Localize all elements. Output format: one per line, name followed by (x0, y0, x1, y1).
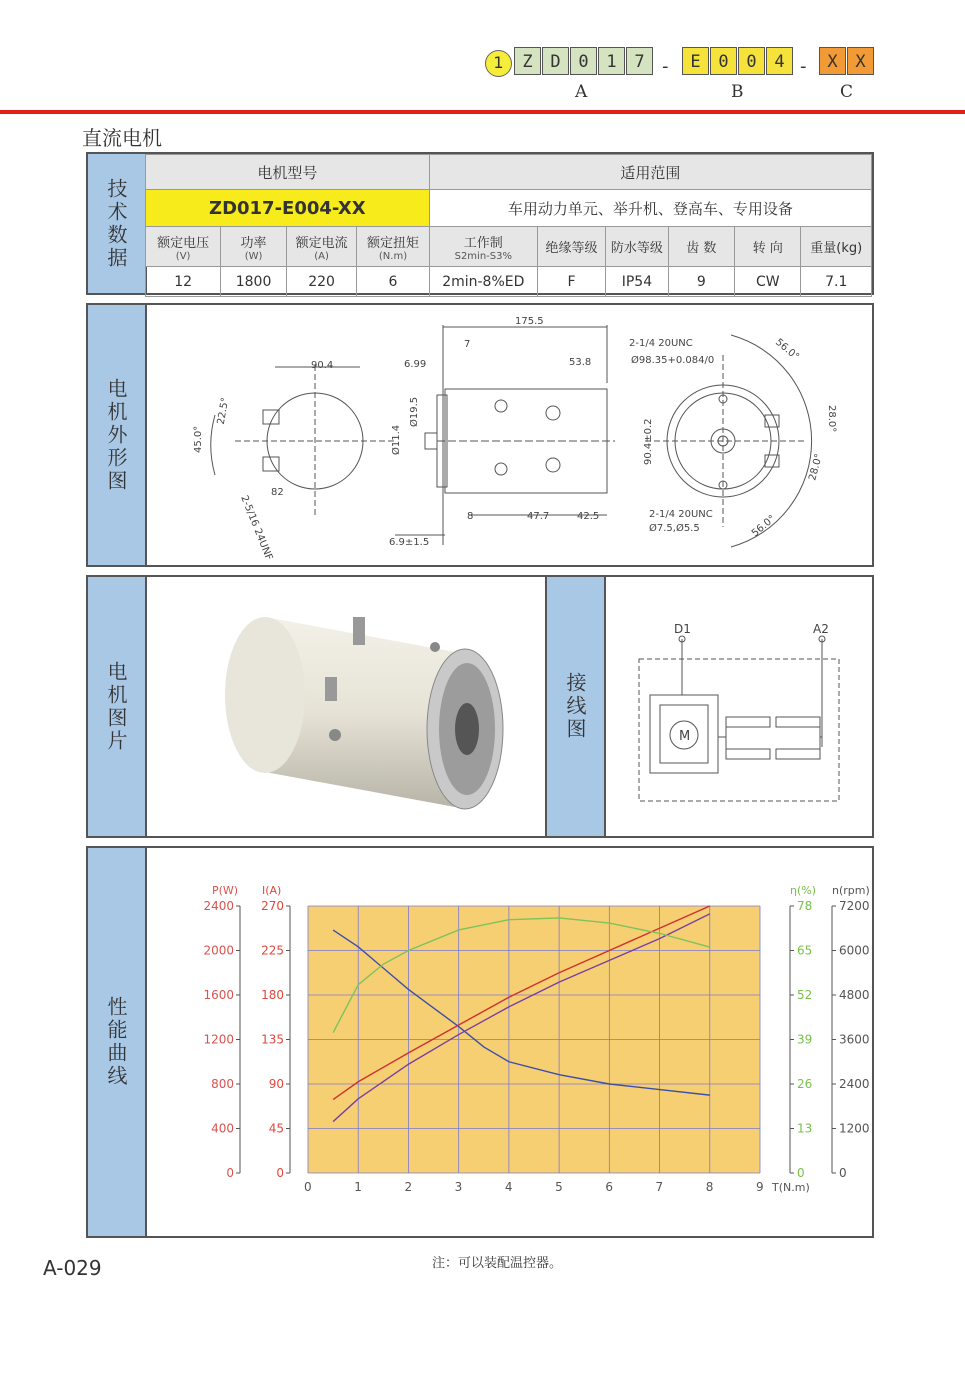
param-name (668, 227, 734, 267)
dim-d21: 28.0° (807, 452, 825, 482)
y-tick-label: 225 (261, 943, 284, 958)
param-name (146, 227, 221, 267)
photo-panel (86, 575, 874, 838)
performance-panel (86, 846, 874, 1238)
y-tick-label: 1600 (203, 988, 234, 1002)
x-tick-label: 5 (555, 1180, 563, 1194)
y-tick-label: 2400 (839, 1077, 870, 1091)
y-tick-label: 270 (261, 899, 284, 913)
param-name-text: 工作制 (463, 235, 503, 251)
model-header: 电机型号 (146, 155, 430, 190)
dim-d1: 90.4 (311, 360, 334, 371)
model-code-char: 0 (570, 47, 597, 75)
model-code-char: 1 (598, 47, 625, 75)
header-rule (0, 110, 965, 114)
y-tick-label: 1200 (839, 1121, 870, 1136)
dim-d3: 45.0° (193, 425, 204, 453)
outline-side-label: 电机外形图 (88, 305, 147, 565)
x-tick-label: 7 (655, 1180, 664, 1194)
model-code-char: 0 (710, 47, 737, 75)
dim-d17: Ø98.35+0.084/0 (631, 355, 715, 366)
y-tick-label: 2000 (203, 943, 234, 958)
performance-chart (145, 848, 872, 1236)
model-value: ZD017-E004-XX (146, 190, 430, 227)
dim-d13: 47.7 (527, 511, 550, 522)
outline-panel (86, 303, 874, 567)
motor-photo (145, 577, 545, 836)
model-code-char: X (847, 47, 874, 75)
dim-d10: Ø19.5 (409, 396, 420, 427)
param-unit: (V) (175, 250, 191, 262)
param-name (606, 227, 669, 267)
y-tick-label: 26 (797, 1077, 813, 1091)
dim-d14: 42.5 (577, 511, 600, 522)
y-tick-label: 2400 (203, 899, 234, 913)
model-code-index: 1 (485, 50, 512, 77)
dim-d11: Ø11.4 (391, 424, 402, 455)
y-axis-title: P(W) (212, 884, 239, 897)
model-code-char: Z (514, 47, 541, 75)
model-code-label-a: A (575, 82, 588, 102)
dim-d23: 2-1/4 20UNC (649, 509, 713, 520)
footnote: 注：可以装配温控器。 (432, 1256, 563, 1271)
y-axis-title: η(%) (790, 884, 817, 897)
param-name (735, 227, 801, 267)
y-tick-label: 52 (797, 988, 813, 1002)
y-tick-label: 1200 (203, 1032, 234, 1047)
param-name-text: 额定电流 (295, 235, 348, 251)
y-tick-label: 45 (268, 1121, 284, 1136)
y-tick-label: 800 (211, 1077, 234, 1091)
photo-side-label: 电机图片 (88, 577, 147, 836)
param-name-text: 重量(kg) (810, 241, 863, 256)
model-code-dash: - (662, 56, 669, 77)
tech-data-panel (86, 152, 874, 295)
scope-header: 适用范围 (429, 155, 871, 190)
y-tick-label: 0 (839, 1166, 847, 1180)
y-tick-label: 0 (797, 1166, 805, 1180)
param-value: 12 (146, 267, 221, 297)
param-unit: S2min-S3% (454, 250, 512, 262)
dim-d15: 6.9±1.5 (389, 537, 430, 548)
param-value: 7.1 (801, 267, 872, 297)
param-name-text: 防水等级 (610, 241, 663, 256)
param-unit: (W) (244, 250, 263, 262)
dim-d18: 90.4±0.2 (643, 418, 654, 465)
y-tick-label: 4800 (839, 988, 870, 1002)
motor-symbol-label: M (679, 729, 691, 744)
dim-d20: 28.0° (826, 405, 837, 433)
model-code-char: X (819, 47, 846, 75)
y-tick-label: 180 (261, 988, 284, 1002)
terminal-a2-label: A2 (813, 622, 829, 636)
y-tick-label: 90 (268, 1077, 284, 1091)
param-name (286, 227, 356, 267)
x-tick-label: 1 (354, 1180, 362, 1194)
model-code-char: 7 (626, 47, 653, 75)
dim-d5: 2-5/16 24UNF (238, 494, 275, 562)
dim-d7: 7 (464, 339, 471, 350)
y-tick-label: 7200 (839, 899, 870, 913)
y-tick-label: 65 (797, 943, 813, 958)
param-value: 2min-8%ED (429, 267, 537, 297)
x-tick-label: 8 (705, 1180, 714, 1194)
param-value: CW (735, 267, 801, 297)
dim-d16: 2-1/4 20UNC (629, 338, 693, 349)
tech-data-table (145, 154, 872, 297)
param-name-text: 功率 (240, 235, 267, 251)
x-tick-label: 3 (454, 1180, 463, 1194)
param-unit: (N.m) (378, 250, 408, 262)
param-name (221, 227, 287, 267)
x-tick-label: 6 (605, 1180, 613, 1194)
param-unit: (A) (314, 250, 329, 262)
model-code-label-b: B (731, 82, 744, 102)
dim-d4: 82 (271, 487, 284, 498)
outline-drawings (145, 305, 872, 565)
param-name-text: 齿 数 (686, 241, 717, 256)
dim-d12: 8 (467, 511, 474, 522)
x-axis-label: T(N.m) (772, 1181, 810, 1194)
section-title: 直流电机 (82, 126, 162, 150)
y-tick-label: 78 (797, 899, 813, 913)
dim-d8: 6.99 (404, 359, 427, 370)
scope-value: 车用动力单元、举升机、登高车、专用设备 (429, 190, 871, 227)
terminal-d1-label: D1 (674, 622, 691, 636)
y-tick-label: 6000 (839, 943, 870, 958)
dim-d22: 56.0° (749, 513, 778, 540)
model-code-dash: - (800, 56, 807, 77)
x-tick-label: 0 (304, 1180, 312, 1194)
wiring-side-label: 接线图 (545, 577, 606, 836)
param-name (429, 227, 537, 267)
x-tick-label: 9 (756, 1180, 764, 1194)
param-name (801, 227, 872, 267)
param-name-text: 额定扭矩 (367, 235, 420, 251)
page-number: A-029 (43, 1256, 102, 1280)
param-value: IP54 (606, 267, 669, 297)
y-tick-label: 39 (797, 1032, 813, 1047)
tech-side-label: 技术数据 (88, 154, 147, 293)
dim-d9: 53.8 (569, 357, 592, 368)
y-axis-title: I(A) (262, 884, 282, 897)
param-value: 6 (357, 267, 429, 297)
model-code-label-c: C (840, 82, 854, 102)
param-name-text: 额定电压 (157, 235, 210, 251)
dim-d19: 56.0° (773, 336, 802, 363)
param-name (357, 227, 429, 267)
y-tick-label: 400 (211, 1121, 234, 1136)
param-value: F (537, 267, 605, 297)
dim-d6: 175.5 (515, 316, 544, 327)
y-tick-label: 135 (261, 1032, 284, 1047)
y-tick-label: 13 (797, 1121, 813, 1136)
param-name-text: 转 向 (752, 241, 783, 256)
model-code-char: 4 (766, 47, 793, 75)
param-value: 220 (286, 267, 356, 297)
param-name (537, 227, 605, 267)
y-tick-label: 0 (276, 1166, 284, 1180)
model-code-char: 0 (738, 47, 765, 75)
x-tick-label: 4 (504, 1180, 513, 1194)
y-axis-title: n(rpm) (832, 884, 870, 897)
y-tick-label: 3600 (839, 1032, 870, 1047)
dim-d24: Ø7.5,Ø5.5 (649, 523, 700, 534)
model-code-char: E (682, 47, 709, 75)
performance-side-label: 性能曲线 (88, 848, 147, 1236)
dim-d2: 22.5° (215, 396, 232, 426)
param-name-text: 绝缘等级 (545, 241, 598, 256)
model-code-char: D (542, 47, 569, 75)
param-value: 9 (668, 267, 734, 297)
y-tick-label: 0 (226, 1166, 234, 1180)
x-tick-label: 2 (404, 1180, 413, 1194)
param-value: 1800 (221, 267, 287, 297)
wiring-diagram (604, 577, 872, 836)
